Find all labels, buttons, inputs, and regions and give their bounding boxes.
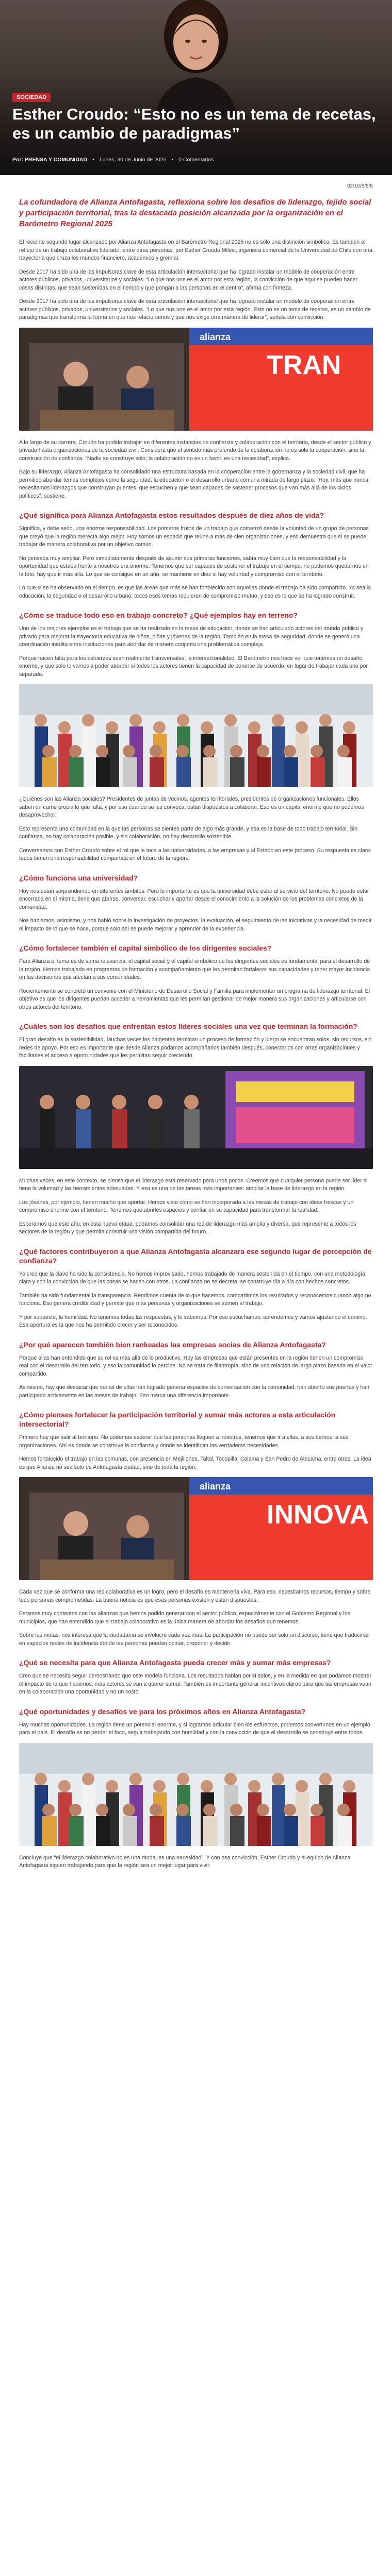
date-stamp: 02/16/8/8/8 — [347, 183, 373, 189]
article-image — [19, 684, 373, 787]
article-paragraph: Muchas veces, en este contexto, se piensa que el liderazgo está reservado para unos pocos. Creemos que cualquier persona puede ser líder si tiene la voluntad y las herramientas adecuadas. Y esa es una de las tareas más importantes: ampliar la base de liderazgo en la región. — [19, 1177, 368, 1192]
article-paragraph: Creo que se necesita seguir demostrando que este modelo funciona. Los resultados hablan por sí solos, y en la medida en que podamos mostrar el impacto de lo que hacemos, más actores se van a querer sumar. También es importante generar incentivos claros para que las empresas vean en la colaboración una oportunidad y no un costo. — [19, 1673, 372, 1695]
article-paragraph: El gran desafío es la sostenibilidad. Muchas veces los dirigentes terminan un proceso de formación y luego se encuentran solos, sin recursos, sin redes de apoyo. Por eso es importante que desde Alianza podamos acompañarlos también después, conectarlos con otras organizaciones y facilitarles el acceso a oportunidades que les permitan seguir creciendo. — [19, 1037, 372, 1059]
article-paragraph: Primero hay que salir al territorio. No podemos esperar que las personas lleguen a nosotros, tenemos que ir a ellas, a sus barrios, a sus organizaciones. Ahí es donde se construye la confianza y donde se identifican las verdaderas necesidades. — [19, 1434, 349, 1449]
article-lead: La cofundadora de Alianza Antofagasta, reflexiona sobre los desafíos de liderazgo, tejido social y participación territorial, tras la destacada posición alcanzada por la organización en el Barómetro Regional 2025 — [19, 198, 371, 228]
article-meta — [12, 157, 214, 163]
article-image — [19, 328, 373, 431]
article-paragraph: Significa, y debe serlo, una enorme responsabilidad. Los primeros frutos de un trabajo que comenzó desde la voluntad de un grupo de personas que creyó que la región merecía algo mejor. Hoy somos un espacio que reúne a más de cien organizaciones, y eso demuestra que sí se puede trabajar de manera colaborativa por un objetivo común. — [19, 526, 369, 548]
article-title: Esther Croudo: “Esto no es un tema de recetas, es un cambio de paradigmas” — [12, 105, 376, 142]
article-paragraph: Porque hacen falta para los esfuerzos sean realmente transversales, la intersectorialidad. El Barómetro nos hace ver que tenemos un desafío enorme, y que sólo lo vamos a poder abordar si todos los actores tienen la capacidad de ponerse de acuerdo, en lugar de trabajar cada uno por separado. — [19, 655, 368, 677]
article-paragraph: Conversamos con Esther Croudo sobre el rol que le toca a las universidades, a las empresas y al Estado en este proceso. Su respuesta es clara: todos tienen una responsabilidad compartida en el futuro de la región. — [19, 847, 372, 861]
article-paragraph: Uno de los mejores ejemplos es el trabajo que se ha realizado en la mesa de educación, donde se han articulado actores del mundo público y privado para mejorar la trayectoria educativa de niños, niñas y jóvenes de la región. También en la mesa de seguridad, donde se generó una coordinación inédita entre instituciones para abordar de manera conjunta una problemática compleja. — [19, 625, 364, 648]
article-paragraph: Sobre las metas, nos interesa que la ciudadanía se involucre cada vez más. La participación no puede ser solo un discurso, tiene que traducirse en espacios reales de incidencia donde las personas puedan opinar, proponer y decidir. — [19, 1632, 369, 1647]
article-paragraph: También ha sido fundamental la transparencia. Rendimos cuenta de lo que hacemos, compartimos los resultados y reconocemos cuando algo no funciona. Eso genera credibilidad y permite que más personas y organizaciones se sumen al trabajo. — [19, 1292, 371, 1307]
article-photo-panel2 — [19, 1477, 373, 1580]
article-photo-seminar — [19, 1066, 373, 1169]
article-image — [19, 1477, 373, 1580]
article-paragraph: El reciente segundo lugar alcanzado por Alianza Antofagasta en el Barómetro Regional 2025 no es sólo una distinción simbólica. Es también el reflejo de un trabajo colaborativo liderado, entre otras personas, por Esther Croudo Milesi, ingeniera comercial de la Universidad de Chile con una trayectoria que cruza los mundos financiero, académico y gremial. — [19, 239, 372, 261]
article-paragraph: Bajo su liderazgo, Alianza Antofagasta ha consolidado una estructura basada en la cooperación entre la gobernanza y la sociedad civil, que ha permitido abordar temas complejos como la seguridad, la educación o el desarrollo urbano con una mirada de largo plazo. “Hoy, más que nunca, necesitamos liderazgos que construyan puentes, que escuchen y que sean capaces de sostener procesos que van más allá de los ciclos políticos”, sostiene. — [19, 469, 370, 499]
section-heading: ¿Qué factores contribuyeron a que Alianza Antofagasta alcanzara ese segundo lugar de percepción de confianza? — [19, 1247, 372, 1265]
article-photo-group — [19, 684, 373, 787]
article-paragraph: Esperamos que este año, en esta nueva etapa, podamos consolidar una red de liderazgo más amplia y diversa, que represente a todos los sectores de la región y que permita construir una visión compartida del futuro. — [19, 1221, 356, 1235]
article-paragraph: Desde 2017 ha sido una de las impulsoras clave de esta articulación intersectorial que ha logrado instalar un modelo de cooperación entre actores públicos, privados, universitarios y sociales. “Lo que nos une es el amor por esta región. Esto no es un tema de recetas, es un cambio de paradigmas que transforma la forma en que nos relacionamos y que nos exige otra manera de liderar”, señala con convicción. — [19, 298, 371, 320]
article-paragraph: Lo que sí se ha observado en el tiempo, es que las áreas que más se han fortalecido son aquellas donde el trabajo ha sido compartido. Ya sea la educación, la seguridad o el desarrollo urbano, todos esos temas requieren de compromiso mutuo, y eso es lo que se ha logrado construir. — [19, 585, 371, 599]
article-photo-panel — [19, 328, 373, 431]
section-heading: ¿Qué se necesita para que Alianza Antofagasta pueda crecer más y sumar más empresas? — [19, 1658, 331, 1667]
author-name[interactable]: Por: PRENSA Y COMUNIDAD — [12, 157, 88, 163]
section-heading: ¿Cómo pienses fortalecer la participación territorial y sumar más actores a esta articulación intersectorial? — [19, 1411, 336, 1428]
article-paragraph: Asimismo, hay que destacar que varias de ellas han logrado generar espacios de conversación con la comunidad, han abierto sus puertas y han participado activamente en las mesas de trabajo. Eso marca una diferencia importante. — [19, 1384, 369, 1399]
section-heading: ¿Cómo se traduce todo eso en trabajo concreto? ¿Qué ejemplos hay en terreno? — [19, 611, 298, 619]
article-paragraph: No pensaba muy ampliar. Pero inmediatamente después de asumir sus primeras funciones, sabía muy bien que la responsabilidad y la oportunidad que estaba frente a nosotros era enorme. Tenemos que ser capaces de sostener el trabajo en el tiempo, no podemos quedarnos en la foto, hay que ir más allá. Lo que se consigue en un año, se mantiene en diez si hay voluntad y compromiso con el territorio. — [19, 555, 369, 578]
article-body — [19, 183, 373, 1870]
article-paragraph: Estamos muy contentos con las alianzas que hemos podido generar con el sector público, especialmente con el Gobierno Regional y los municipios, que han entendido que el trabajo colaborativo es la única manera de abordar los desafíos que tenemos. — [19, 1611, 350, 1625]
article-paragraph: Porque ellas han entendido que su rol va más allá de lo productivo. Hoy las empresas que están presentes en la región tienen un compromiso real con el desarrollo del territorio, y eso la comunidad lo percibe. No se trata de filantropía, sino de una relación de largo plazo basada en el valor compartido. — [19, 1354, 372, 1377]
banner-word: INNOVA — [267, 1500, 369, 1530]
article-paragraph: Hay muchas oportunidades. La región tiene un potencial enorme, y si logramos articular bien los esfuerzos, podemos convertirnos en un ejemplo para el país. El desafío es no perder el foco, seguir trabajando con humildad y con la convicción de que el desarrollo se construye entre todos. — [19, 1721, 370, 1736]
section-heading: ¿Qué significa para Alianza Antofagasta estos resultados después de diez años de vida? — [19, 511, 324, 519]
article-blocks — [19, 239, 373, 1870]
article-paragraph: Esto representa una comunidad en la que las personas se sienten parte de algo más grande, y esa es la base de todo trabajo territorial. Sin confianza, no hay colaboración posible, y sin colaboración, no hay desarrollo sostenible. — [19, 825, 358, 840]
comment-icon: ▪ — [171, 157, 174, 163]
article-photo-group2 — [19, 1743, 373, 1846]
section-heading: ¿Cómo fortalecer también el capital simbólico de los dirigentes sociales? — [19, 944, 272, 952]
article-paragraph: A lo largo de su carrera, Croudo ha podido trabajar en diferentes instancias de confianza y colaboración con el territorio, desde el sector público y privado hasta organizaciones de la sociedad civil. Considera que el sentido más profundo de la colaboración no es solo la cooperación, sino la construcción de confianza. “Nadie se construye solo; la colaboración no es un favor, es una necesidad”, explica. — [19, 439, 371, 462]
article-paragraph: Nos hablamos, asimismo, y nos habló sobre la investigación de proyectos, la evaluación, el seguimiento de las iniciativas y la necesidad de medir el impacto de lo que se hace, porque solo así se puede mejorar y aprender de la experiencia. — [19, 918, 372, 932]
article-image — [19, 1743, 373, 1846]
hero-section — [0, 0, 392, 175]
section-heading: ¿Por qué aparecen también bien rankeadas las empresas socias de Alianza Antofagasta? — [19, 1340, 326, 1349]
article-paragraph: Los jóvenes, por ejemplo, tienen mucho que aportar. Hemos visto cómo se han incorporado a las mesas de trabajo con ideas frescas y un compromiso enorme con el territorio. Tenemos que abrirles espacios y confiar en su capacidad para transformar la realidad. — [19, 1199, 354, 1213]
article-paragraph: Desde 2017 ha sido una de las impulsoras clave de esta articulación intersectorial que ha logrado instalar un modelo de cooperación entre actores públicos, privados, universitarios y sociales. “Lo que nos une es el amor por esta región, la convicción de que aquí se pueden hacer cosas distintas, que sean sostenidas en el tiempo y que pongan a las personas en el centro”, afirma con firmeza. — [19, 268, 358, 291]
article-paragraph: ¿Quiénes son las Alianza sociales? Presidentes de juntas de vecinos, agentes territoriales, presidentes de organizaciones funcionales. Ellos saben en carne propia lo que falta, y por eso cuando se les convoca, están dispuestos a colaborar. Eso es un capital enorme que no podemos desaprovechar. — [19, 796, 364, 818]
article-paragraph: Yo creo que la clave ha sido la consistencia. No hemos improvisado, hemos trabajado de manera sostenida en el tiempo, con una metodología clara y con la convicción de que las cosas se hacen con otros. La confianza no se decreta, se construye día a día con hechos concretos. — [19, 1270, 365, 1285]
hero-portrait — [139, 0, 253, 118]
calendar-icon: ▪ — [92, 157, 94, 163]
category-badge[interactable]: SOCIEDAD — [12, 93, 51, 102]
section-heading: ¿Cómo funciona una universidad? — [19, 873, 138, 882]
article-paragraph: Hemos fortalecido el trabajo en las comunas, con presencia en Mejillones, Taltal, Tocopilla, Calama y San Pedro de Atacama, entre otras. La idea es que Alianza no sea solo de Antofagasta ciudad, sino de toda la región. — [19, 1456, 371, 1470]
banner-logo: alianza — [200, 331, 231, 342]
article-paragraph: Para Alianza el tema es de suma relevancia, el capital social y el capital simbólico de los dirigentes sociales es fundamental para el desarrollo de la región. Hemos trabajado en programas de formación y acompañamiento que les permitan fortalecer sus capacidades y tener mayor incidencia en las decisiones que afectan a sus comunidades. — [19, 958, 370, 980]
banner-logo: alianza — [200, 1481, 231, 1492]
publish-date: Lunes, 30 de Junio de 2025 — [99, 157, 167, 163]
article-paragraph: Y por supuesto, la humildad. No tenemos todas las respuestas, y lo sabemos. Por eso escuchamos, aprendemos y vamos ajustando el camino. Esa apertura es la que nos ha permitido crecer y ser reconocidos. — [19, 1314, 367, 1328]
section-heading: ¿Cuáles son los desafíos que enfrentan estos líderes sociales una vez que terminan la formación? — [19, 1022, 357, 1030]
article-image — [19, 1066, 373, 1169]
section-heading: ¿Qué oportunidades y desafíos ve para los próximos años en Alianza Antofagasta? — [19, 1707, 306, 1716]
banner-word: TRAN — [267, 350, 341, 380]
article-paragraph: Hoy nos están sorprendiendo en diferentes ámbitos. Pero lo importante es que la universidad debe estar al servicio del territorio. No puede estar encerrada en sí misma, tiene que abrirse, conversar, escuchar y aportar desde el conocimiento a la solución de los problemas concretos de la comunidad. — [19, 888, 369, 910]
article-paragraph: Recientemente se concretó un convenio con el Ministerio de Desarrollo Social y Familia para implementar un programa de liderazgo territorial. El objetivo es que los dirigentes puedan acceder a herramientas que les permitan gestionar de mejor manera sus organizaciones y articularse con otros actores del territorio. — [19, 988, 370, 1010]
comments-count[interactable]: 0 Comentarios — [178, 157, 214, 163]
article-paragraph: Concluye que “el liderazgo colaborativo no es una moda, es una necesidad”. Y con esa convicción, Esther Croudo y el equipo de Alianza Antofagasta siguen trabajando para que la región sea un mejor lugar para vivir. — [19, 1854, 351, 1869]
article-paragraph: Cada vez que se conforma una red colaborativa es un logro, pero el desafío es mantenerla viva. Para eso, necesitamos recursos, tiempo y sobre todo personas comprometidas. La buena noticia es que esas personas existen y están dispuestas. — [19, 1589, 371, 1603]
